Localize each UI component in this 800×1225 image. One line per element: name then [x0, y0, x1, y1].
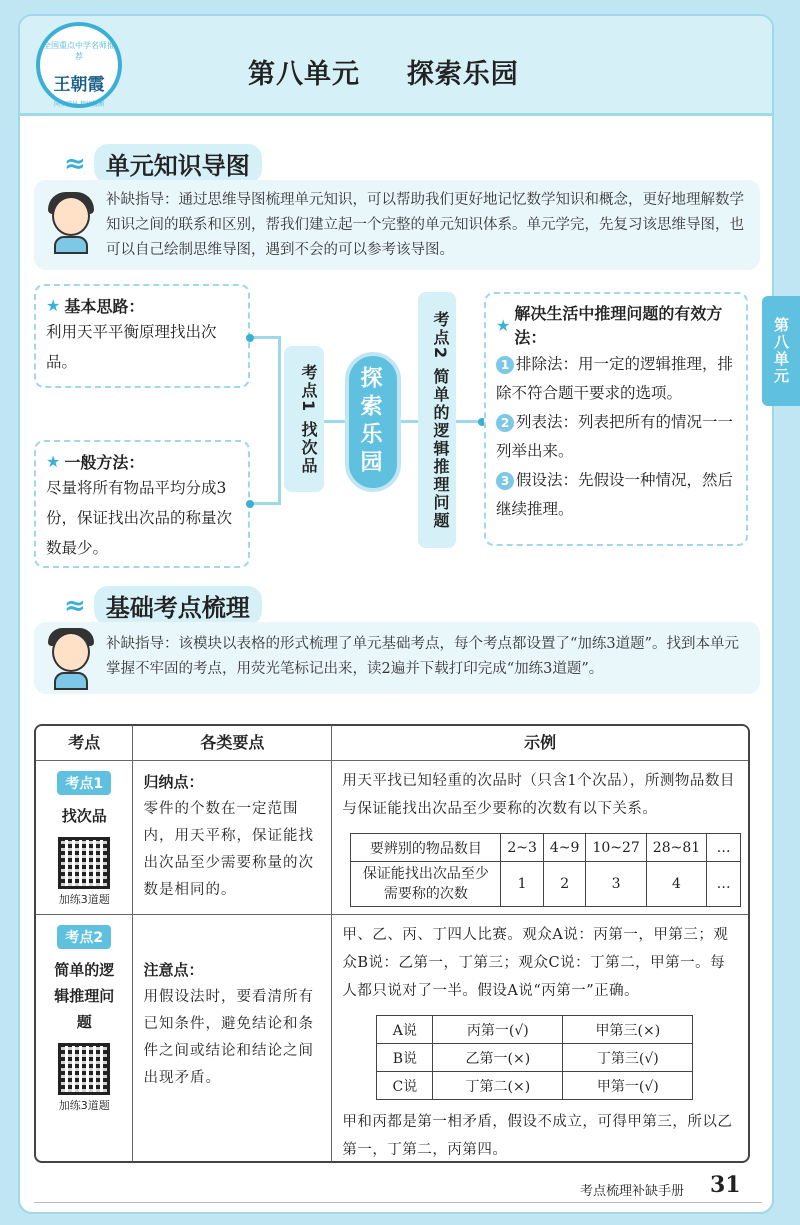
- inner-cell: 4~9: [543, 834, 586, 862]
- mindmap-card-basic: [34, 284, 250, 388]
- example-text: 用天平找已知轻重的次品时（只含1个次品），所测物品数目与保证能找出次品至少要称的次数有以下关系。: [342, 773, 735, 817]
- inner-cell: C说: [377, 1072, 433, 1100]
- kp-badge: 考点2: [57, 925, 111, 949]
- header-band: [20, 16, 774, 116]
- kp-name: 找次品: [61, 807, 107, 825]
- wave-icon: ≈: [64, 148, 86, 179]
- section2-tip-box: [34, 622, 760, 694]
- section1-tip-box: [34, 180, 760, 270]
- kp-badge: 考点1: [57, 771, 111, 795]
- mindmap-center: 探索乐园: [345, 352, 401, 492]
- example-text: 甲、乙、丙、丁四人比赛。观众A说：丙第一，甲第三；观众B说：乙第一，丁第三；观众C说：丁第二，甲第一。每人都只说对了一半。假设A说“丙第一”正确。: [342, 927, 729, 999]
- weighing-table: [350, 833, 741, 907]
- section1-heading: [64, 144, 262, 183]
- inner-cell: B说: [377, 1044, 433, 1072]
- connector: [250, 502, 280, 505]
- card2-head: 一般方法：: [64, 453, 145, 472]
- inner-label: 要辨别的物品数目: [351, 834, 501, 862]
- kp-name: 简单的逻辑推理问题: [54, 961, 115, 1031]
- section2-heading: [64, 586, 262, 625]
- point-cell: [133, 915, 332, 1161]
- unit-name: 探索乐园: [406, 59, 519, 90]
- point-text: 零件的个数在一定范围内，用天平称，保证能找出次品至少需要称量的次数是相同的。: [143, 801, 314, 898]
- connector: [278, 336, 281, 505]
- example-cell: [332, 915, 748, 1161]
- point-text: 用假设法时，要看清所有已知条件，避免结论和条件之间或结论和结论之间出现矛盾。: [143, 989, 314, 1086]
- inner-label: 保证能找出次品至少需要称的次数: [351, 862, 501, 907]
- connector-dot: [246, 500, 254, 508]
- page-number: 31: [710, 1172, 741, 1198]
- card3-head: 解决生活中推理问题的有效方法：: [514, 304, 723, 347]
- page: [18, 14, 774, 1214]
- inner-cell: 甲第一(√): [563, 1072, 693, 1100]
- section2-tip-text: 补缺指导：该模块以表格的形式梳理了单元基础考点，每个考点都设置了“加练3道题”。找到本单元掌握不牢固的考点，用荧光笔标记出来，读2遍并下载打印完成“加练3道题”。: [106, 636, 740, 677]
- section1-tip-text: 补缺指导：通过思维导图梳理单元知识，可以帮助我们更好地记忆数学知识和概念，更好地理解数学知识之间的联系和区别，帮我们建立起一个完整的单元知识体系。单元学完，先复习该思维导图，也可以自己绘制思维导图，遇到不会的可以参考该导图。: [106, 192, 744, 258]
- connector: [401, 420, 419, 423]
- connector-dot: [246, 334, 254, 342]
- inner-cell: 10~27: [586, 834, 646, 862]
- qr-label: 加练3道题: [58, 1099, 110, 1112]
- logo-top-text: 全国重点中学名师推荐: [43, 41, 115, 61]
- logo-main-text: 王朝霞: [53, 75, 105, 95]
- inner-cell: 2: [543, 862, 586, 907]
- point-cell: [133, 761, 332, 914]
- inner-cell: 乙第一(×): [433, 1044, 563, 1072]
- inner-cell: 丁第二(×): [433, 1072, 563, 1100]
- card3-item: 3 假设法：先假设一种情况，然后继续推理。: [496, 471, 734, 518]
- inner-cell: …: [707, 834, 741, 862]
- table-header: 各类要点: [133, 726, 332, 760]
- mindmap-card-method: [34, 440, 250, 568]
- card2-text: 尽量将所有物品平均分成3份，保证找出次品的称量次数最少。: [46, 479, 233, 557]
- inner-cell: 甲第三(×): [563, 1016, 693, 1044]
- reasoning-table: [376, 1015, 693, 1100]
- qr-label: 加练3道题: [58, 893, 110, 906]
- star-icon: ★: [46, 452, 61, 471]
- logo: [36, 22, 122, 108]
- table-row: [36, 761, 748, 915]
- connector: [250, 336, 280, 339]
- inner-cell: 3: [586, 862, 646, 907]
- mindmap-point2: 考点2 简单的逻辑推理问题: [418, 292, 456, 548]
- conclusion-text: 甲和丙都是第一相矛盾，假设不成立，可得甲第三，所以乙第一，丁第二，丙第四。: [342, 1114, 733, 1158]
- boy-avatar-icon: [44, 628, 98, 690]
- inner-cell: 丁第三(√): [563, 1044, 693, 1072]
- inner-cell: 丙第一(√): [433, 1016, 563, 1044]
- card3-item: 2 列表法：列表把所有的情况一一列举出来。: [496, 413, 734, 460]
- inner-cell: …: [707, 862, 741, 907]
- footer-text: 考点梳理补缺手册: [580, 1184, 685, 1199]
- kp-cell: [36, 915, 133, 1161]
- point-title: 归纳点：: [143, 773, 204, 791]
- card3-item: 1 排除法：用一定的逻辑推理，排除不符合题干要求的选项。: [496, 355, 734, 402]
- star-icon: ★: [496, 316, 511, 335]
- section2-title: 基础考点梳理: [94, 586, 262, 625]
- inner-cell: A说: [377, 1016, 433, 1044]
- example-cell: [332, 761, 748, 914]
- table-row: [36, 915, 748, 1161]
- inner-cell: 1: [501, 862, 544, 907]
- page-title: [248, 52, 519, 91]
- point-title: 注意点：: [143, 961, 204, 979]
- mindmap-card-reasoning: [484, 292, 748, 546]
- mindmap-point1: 考点1 找次品: [284, 346, 324, 492]
- logo-sub-text: 同步辅导 精练精测: [54, 101, 104, 108]
- qr-code-icon[interactable]: [58, 1043, 110, 1095]
- card1-text: 利用天平平衡原理找出次品。: [46, 323, 217, 371]
- side-tab-unit[interactable]: 第八单元: [762, 296, 800, 406]
- footer-divider: [34, 1202, 762, 1203]
- inner-cell: 4: [646, 862, 706, 907]
- inner-cell: 28~81: [646, 834, 706, 862]
- table-header: 示例: [332, 726, 748, 760]
- card1-head: 基本思路：: [64, 297, 145, 316]
- section1-title: 单元知识导图: [94, 144, 262, 183]
- table-header: 考点: [36, 726, 133, 760]
- knowledge-table: [34, 724, 750, 1163]
- wave-icon: ≈: [64, 590, 86, 621]
- kp-cell: [36, 761, 133, 914]
- star-icon: ★: [46, 296, 61, 315]
- unit-number: 第八单元: [248, 59, 360, 90]
- table-header-row: [36, 726, 748, 761]
- girl-avatar-icon: [44, 192, 98, 254]
- inner-cell: 2~3: [501, 834, 544, 862]
- qr-code-icon[interactable]: [58, 837, 110, 889]
